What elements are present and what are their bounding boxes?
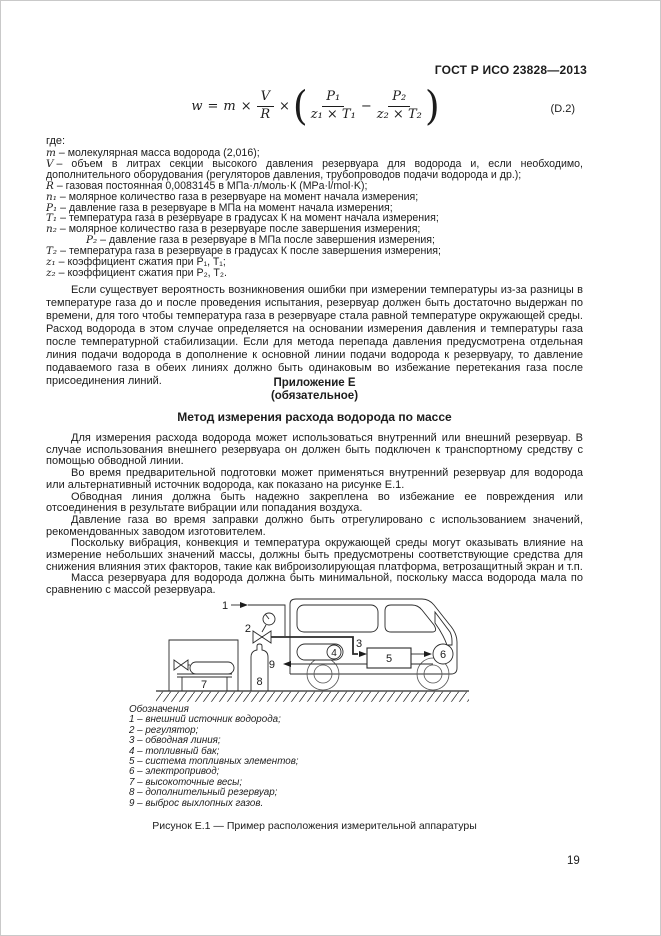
ground-hatching xyxy=(156,692,469,702)
figure-legend xyxy=(129,705,299,809)
gauge-stem xyxy=(262,625,266,632)
figure-label-7: 7 xyxy=(200,679,208,691)
standard-header: ГОСТ Р ИСО 23828—2013 xyxy=(434,63,587,77)
source-cylinder xyxy=(190,662,234,674)
legend-title: Обозначения xyxy=(129,704,189,715)
definition-item: z₂ – коэффициент сжатия при P₂, T₂. xyxy=(46,266,227,279)
paragraph: Обводная линия должна быть надежно закреплена во избежание ее повреждения или отсоединения в результате вибрации или попадания воздуха. xyxy=(46,490,583,515)
appendix-heading xyxy=(46,377,583,403)
definition-item: P₁ – давление газа в резервуаре в МПа на момент начала измерения; xyxy=(46,201,393,214)
definition-item: P₂ – давление газа в резервуаре в МПа после завершения измерения; xyxy=(86,234,435,247)
cylinder-valve xyxy=(181,660,188,670)
paragraph: Во время предварительной подготовки может применяться внутренний резервуар для водорода или альтернативный источник водорода, как показано на рисунке Е.1. xyxy=(46,467,583,491)
legend-item: 3 – обводная линия; xyxy=(129,735,221,747)
legend-item: 5 – система топливных элементов; xyxy=(129,756,299,768)
where-label: где: xyxy=(46,135,66,147)
arrow-into-drive xyxy=(424,651,432,657)
open-paren: ( xyxy=(292,82,308,130)
figure-label-4: 4 xyxy=(331,648,337,659)
cylinder-valve xyxy=(174,660,181,670)
legend-item: 4 – топливный бак; xyxy=(129,745,220,757)
formula-var-w: w xyxy=(191,98,203,114)
close-paren: ) xyxy=(424,82,440,130)
paragraph: Масса резервуара для водорода должна быть минимальной, поскольку масса водорода мала по сравнению с массой резервуара. xyxy=(46,572,583,597)
formula-number: (D.2) xyxy=(550,103,575,115)
fraction-v-r: $\frac{V}{R}$ xyxy=(257,90,274,123)
regulator-valve xyxy=(253,631,262,643)
figure-e1-diagram xyxy=(146,591,486,709)
definition-item: z₁ – коэффициент сжатия при P₁, T₁; xyxy=(46,256,226,269)
arrow-exhaust xyxy=(283,661,291,667)
section-title: Метод измерения расхода водорода по массе xyxy=(177,410,452,424)
definition-item: n₂ – молярное количество газа в резервуаре после завершения измерения; xyxy=(46,223,421,236)
definition-item: V – объем в литрах секции высокого давления резервуара для водорода и, если необходимо, дополнительного оборудования (регуляторов давления, трубопроводов подачи водорода и др.); xyxy=(46,157,583,181)
arrow-into-fuel-cell xyxy=(359,651,367,657)
figure-label-6: 6 xyxy=(439,649,447,661)
figure-label-9: 9 xyxy=(268,659,275,671)
figure-label-2: 2 xyxy=(244,623,251,635)
definitions-list xyxy=(46,148,583,279)
arrow-supply xyxy=(240,602,248,608)
formula-var-m: m xyxy=(223,98,236,114)
fraction-p1: $\frac{\text{P₁}}{\text{z₁ × T₁}}$ xyxy=(310,88,356,122)
appendix-kind: (обязательное) xyxy=(270,390,359,402)
legend-item: 7 – высокоточные весы; xyxy=(129,776,243,788)
legend-item: 8 – дополнительный резервуар; xyxy=(129,787,278,799)
definition-item: R – газовая постоянная 0,0083145 в МПа·л/моль·К (MPa·l/mol·K); xyxy=(46,179,368,192)
figure-label-1: 1 xyxy=(221,600,229,612)
appendix-label: Приложение Е xyxy=(273,377,356,389)
paragraph: Давление газа во время заправки должно быть отрегулировано с использованием значений, рекомендованных заводом изготовителем. xyxy=(46,513,583,538)
figure-caption: Рисунок Е.1 — Пример расположения измерительной аппаратуры xyxy=(152,820,477,832)
appendix-body xyxy=(46,433,583,597)
figure-label-5: 5 xyxy=(385,653,393,665)
figure-label-3: 3 xyxy=(356,638,363,650)
paragraph: Поскольку вибрация, конвекция и температура окружающей среды могут оказывать влияние на измерение небольших значений массы, должны быть предусмотрены соответствующие средства для снижения влияния этих факторов, такие как виброизолирующая платформа, ветрозащитный экран и т.п. xyxy=(46,537,583,573)
van-window-front xyxy=(385,605,436,632)
regulator-valve xyxy=(262,631,271,643)
page-number: 19 xyxy=(567,855,580,867)
definition-item: T₁ – температура газа в резервуаре в градусах К на момент начала измерения; xyxy=(46,212,439,225)
definition-item: T₂ – температура газа в резервуаре в градусах К после завершения измерения; xyxy=(46,245,441,258)
paragraph: Для измерения расхода водорода может использоваться внутренний или внешний резервуар. В случае использования внешнего резервуара он должен быть подключен к транспортному средству с помощью обводной линии. xyxy=(46,432,583,468)
figure-label-8: 8 xyxy=(256,676,263,688)
legend-item: 6 – электропривод; xyxy=(129,766,220,778)
legend-item: 1 – внешний источник водорода; xyxy=(129,714,281,726)
formula-expression: w = m × $\frac{V}{R}$ × ( $\frac{\text{P₁}}{\text{z₁ × T₁}}$ − $\frac{\text{P₂}}{\text{z₂ × T₂}}$ ) xyxy=(191,82,440,130)
definition-item: n₁ – молярное количество газа в резервуаре на момент начала измерения; xyxy=(46,190,419,203)
formula-d2 xyxy=(46,82,583,133)
legend-item: 2 – регулятор; xyxy=(129,724,199,736)
legend-item: 9 – выброс выхлопных газов. xyxy=(129,797,264,809)
definition-item: m – молекулярная масса водорода (2,016); xyxy=(46,147,260,159)
closing-paragraph: Если существует вероятность возникновения ошибки при измерении температуры из-за разницы в температуре газа до и после проведения испытания, резервуар должен быть достаточно выдержан по времени, для того чтобы температура газа в резервуаре стала равной температуре окружающей среды. Расход водорода в этом случае определяется на основании измерения давления и температуры газа после температурной стабилизации. Если для метода перепада давления предусмотрена отдельная линия подачи водорода в дополнение к основной линии подачи водорода к резервуару, то давление подаваемого газа в обеих линиях должно быть одинаковым во избежание перетекания газа после присоединения линий. xyxy=(46,284,583,387)
fraction-p2: $\frac{\text{P₂}}{\text{z₂ × T₂}}$ xyxy=(376,88,422,122)
van-window-rear xyxy=(297,605,378,632)
